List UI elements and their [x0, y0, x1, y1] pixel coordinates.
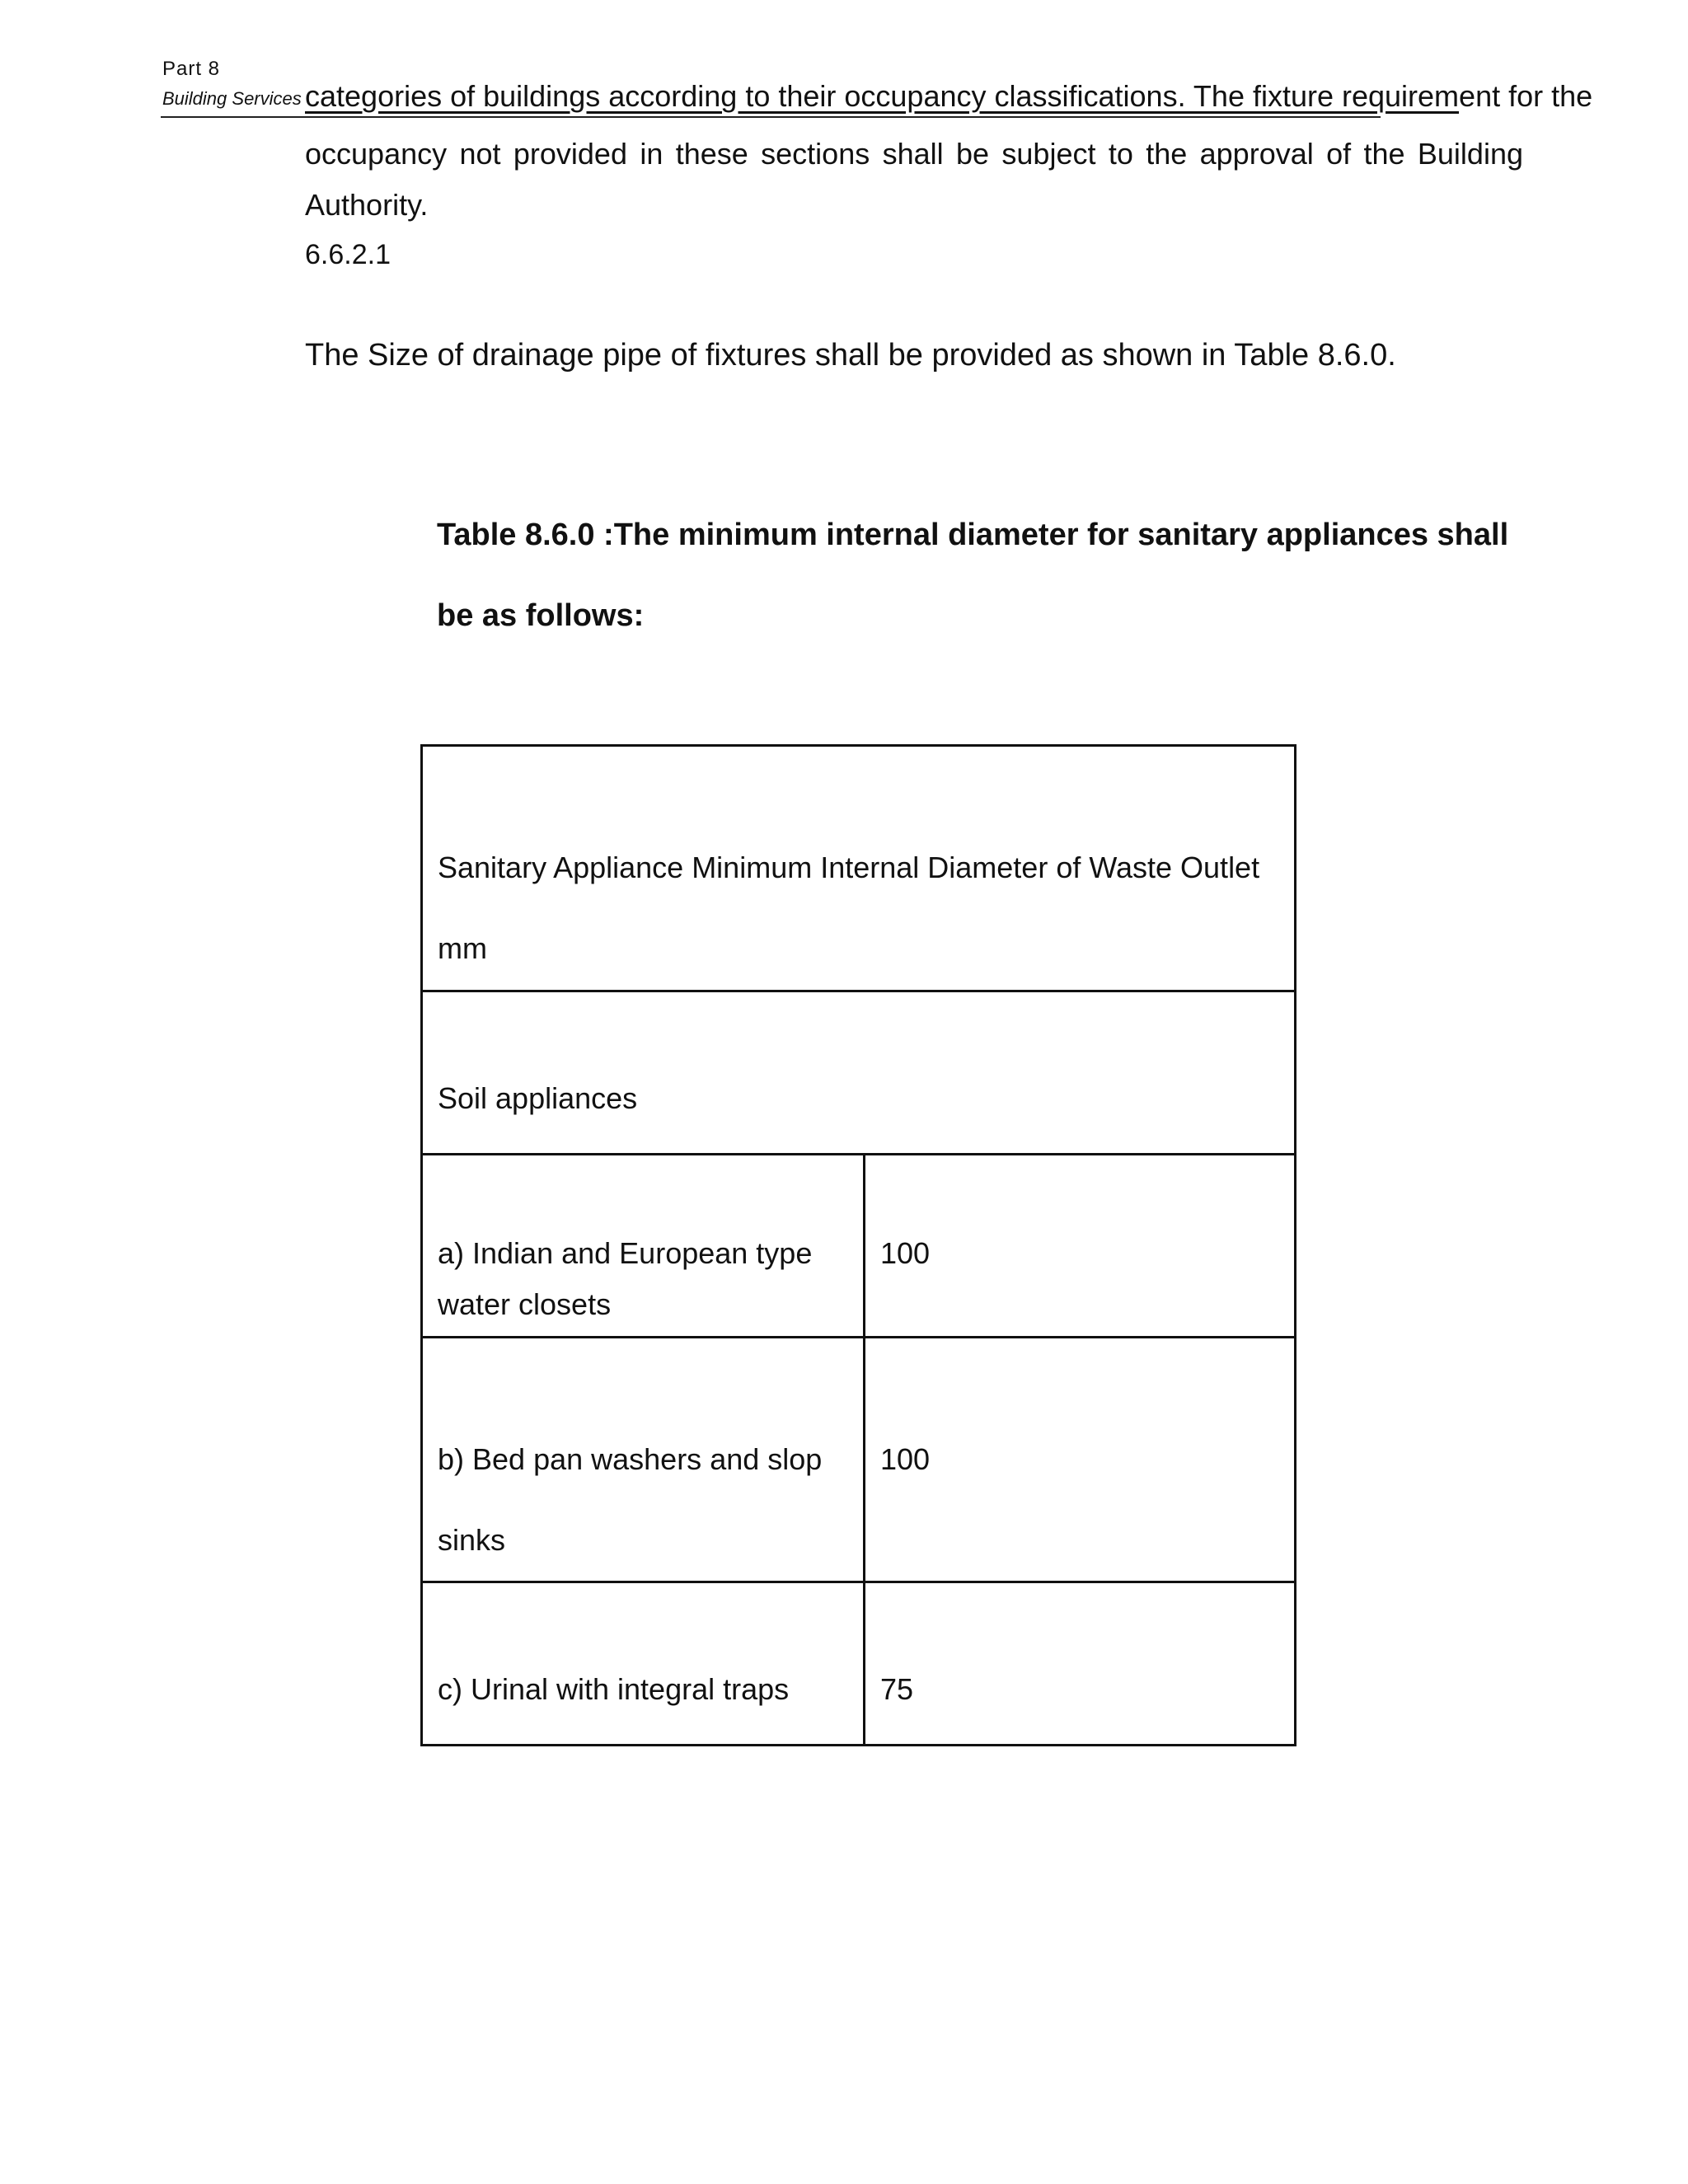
appliance-line-1: c) Urinal with integral traps [438, 1672, 790, 1706]
diameter-cell [865, 1338, 1296, 1582]
appliance-cell [422, 1582, 865, 1746]
diameter-cell [865, 1582, 1296, 1746]
table-header-row [422, 746, 1296, 991]
table-group-cell [422, 991, 1296, 1155]
table-header-line-2: mm [438, 931, 487, 965]
table-row [422, 1582, 1296, 1746]
diameter-value: 100 [880, 1442, 931, 1476]
appliance-cell [422, 1155, 865, 1338]
diameter-cell [865, 1155, 1296, 1338]
table-row [422, 1338, 1296, 1582]
header-rule [161, 116, 1381, 118]
table-caption: Table 8.6.0 :The minimum internal diameter for sanitary appliances shall be as follows: [437, 518, 1509, 633]
diameter-value: 100 [880, 1236, 931, 1270]
body-line-2: occupancy not provided in these sections shall be subject to the approval of the Building [305, 137, 1523, 171]
body-line-1-underlined: categories of buildings according to their occupancy classifications. The fixture requirem [305, 79, 1460, 113]
table-row [422, 1155, 1296, 1338]
appliance-line-2: water closets [438, 1287, 612, 1321]
body-line-3: Authority. [305, 188, 429, 222]
appliance-line-1: b) Bed pan washers and slop [438, 1442, 823, 1476]
sanitary-appliance-table [420, 744, 1296, 1746]
table-header-cell [422, 746, 1296, 991]
header-part-label: Part 8 [162, 58, 221, 80]
intro-paragraph: The Size of drainage pipe of fixtures shall be provided as shown in Table 8.6.0. [305, 338, 1396, 373]
table-group-label: Soil appliances [438, 1081, 638, 1115]
appliance-line-1: a) Indian and European type [438, 1236, 813, 1270]
body-line-1-rest: ent for the [1459, 79, 1593, 113]
diameter-value: 75 [880, 1672, 914, 1706]
table-group-row [422, 991, 1296, 1155]
body-line-1 [305, 79, 1593, 114]
clause-number: 6.6.2.1 [305, 239, 391, 270]
header-section-label: Building Services [162, 88, 302, 109]
appliance-cell [422, 1338, 865, 1582]
appliance-line-2: sinks [438, 1523, 506, 1557]
table-header-line-1: Sanitary Appliance Minimum Internal Diameter of Waste Outlet [438, 851, 1260, 884]
